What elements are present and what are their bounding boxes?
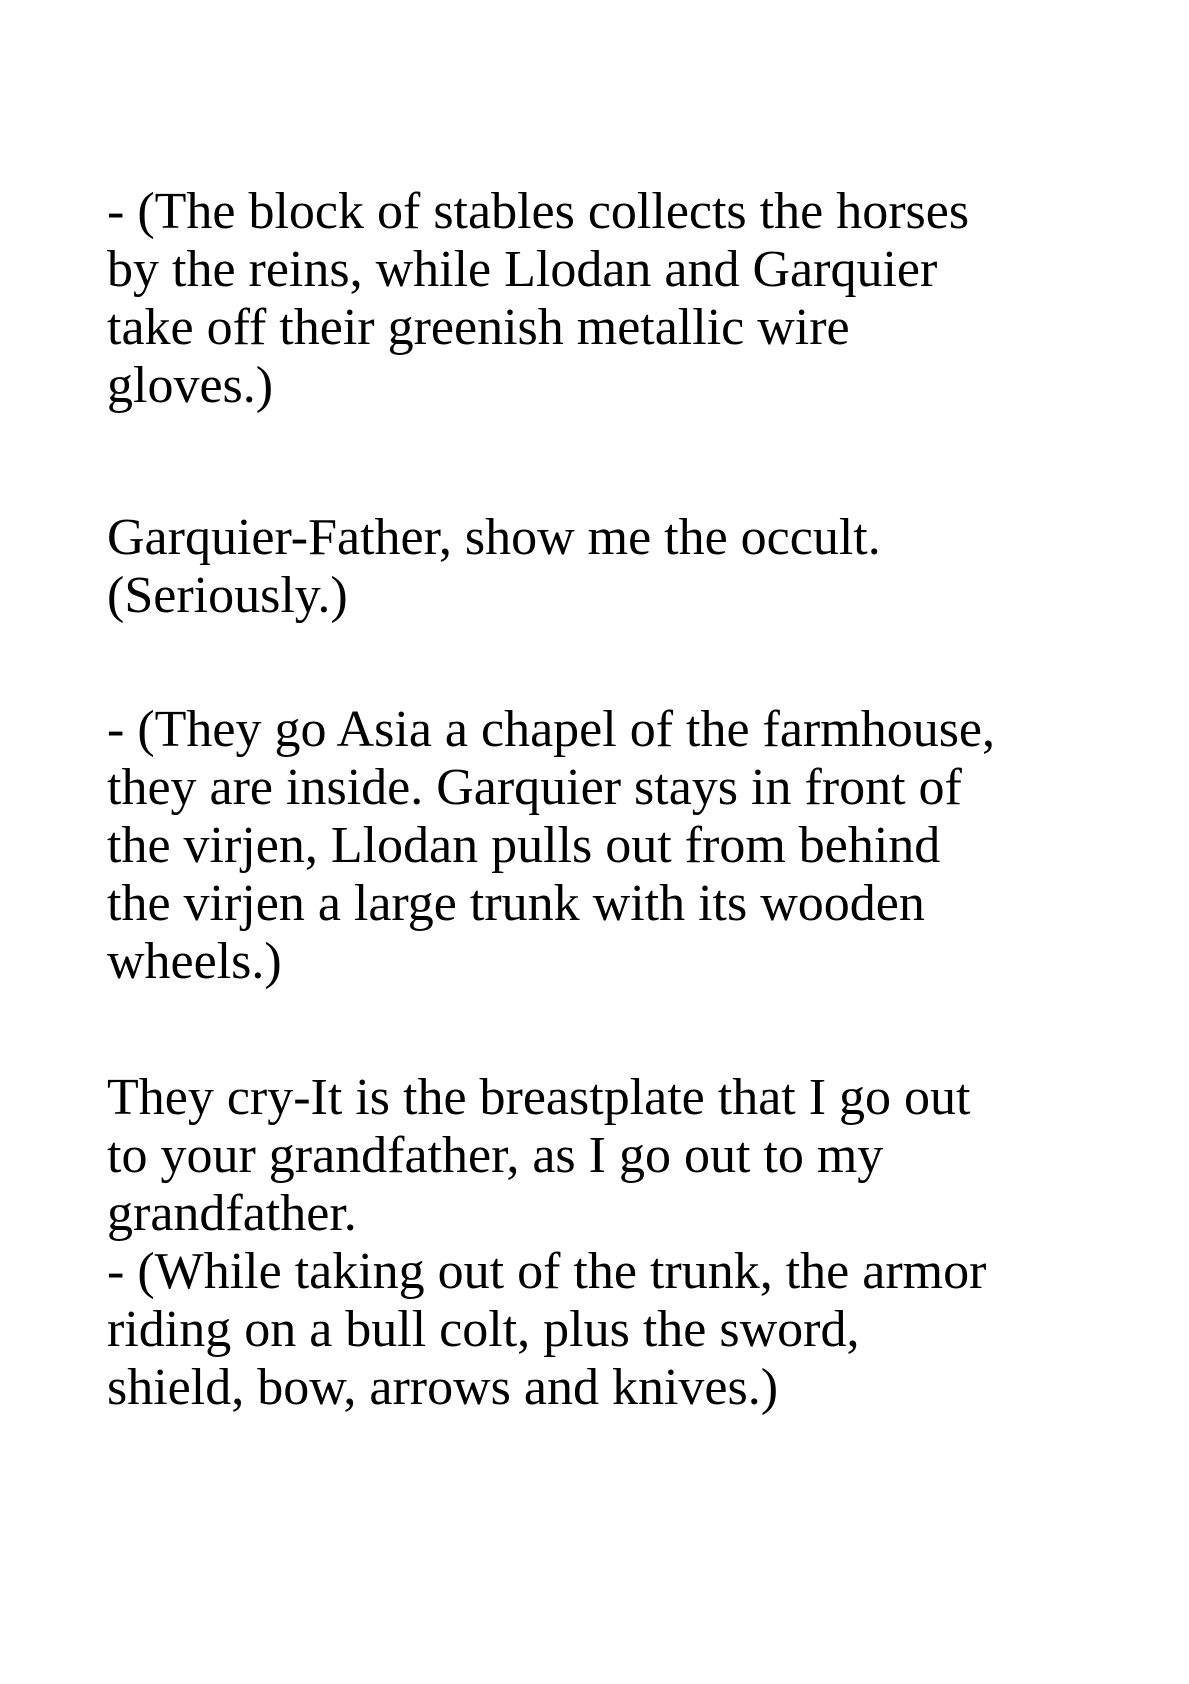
- paragraph: [107, 1243, 1099, 1417]
- text-line: Garquier-Father, show me the occult.: [107, 509, 881, 566]
- text-line: They cry-It is the breastplate that I go out: [107, 1069, 971, 1126]
- text-line: grandfather.: [107, 1185, 357, 1242]
- text-line: - (The block of stables collects the horses: [107, 183, 970, 240]
- text-line: - (They go Asia a chapel of the farmhouse,: [107, 701, 996, 758]
- text-line: the virjen, Llodan pulls out from behind: [107, 817, 941, 874]
- paragraph: [107, 1069, 1099, 1243]
- text-line: (Seriously.): [107, 567, 348, 624]
- paragraph: [107, 183, 1099, 415]
- text-line: by the reins, while Llodan and Garquier: [107, 241, 938, 298]
- text-line: the virjen a large trunk with its wooden: [107, 875, 925, 932]
- text-line: to your grandfather, as I go out to my: [107, 1127, 884, 1184]
- text-line: riding on a bull colt, plus the sword,: [107, 1301, 860, 1358]
- text-line: - (While taking out of the trunk, the armor: [107, 1243, 987, 1300]
- paragraph: [107, 509, 1099, 625]
- text-line: take off their greenish metallic wire: [107, 299, 850, 356]
- text-line: gloves.): [107, 357, 274, 414]
- paragraph: [107, 701, 1099, 991]
- text-line: shield, bow, arrows and knives.): [107, 1359, 779, 1416]
- text-line: they are inside. Garquier stays in front of: [107, 759, 962, 816]
- text-line: wheels.): [107, 933, 282, 990]
